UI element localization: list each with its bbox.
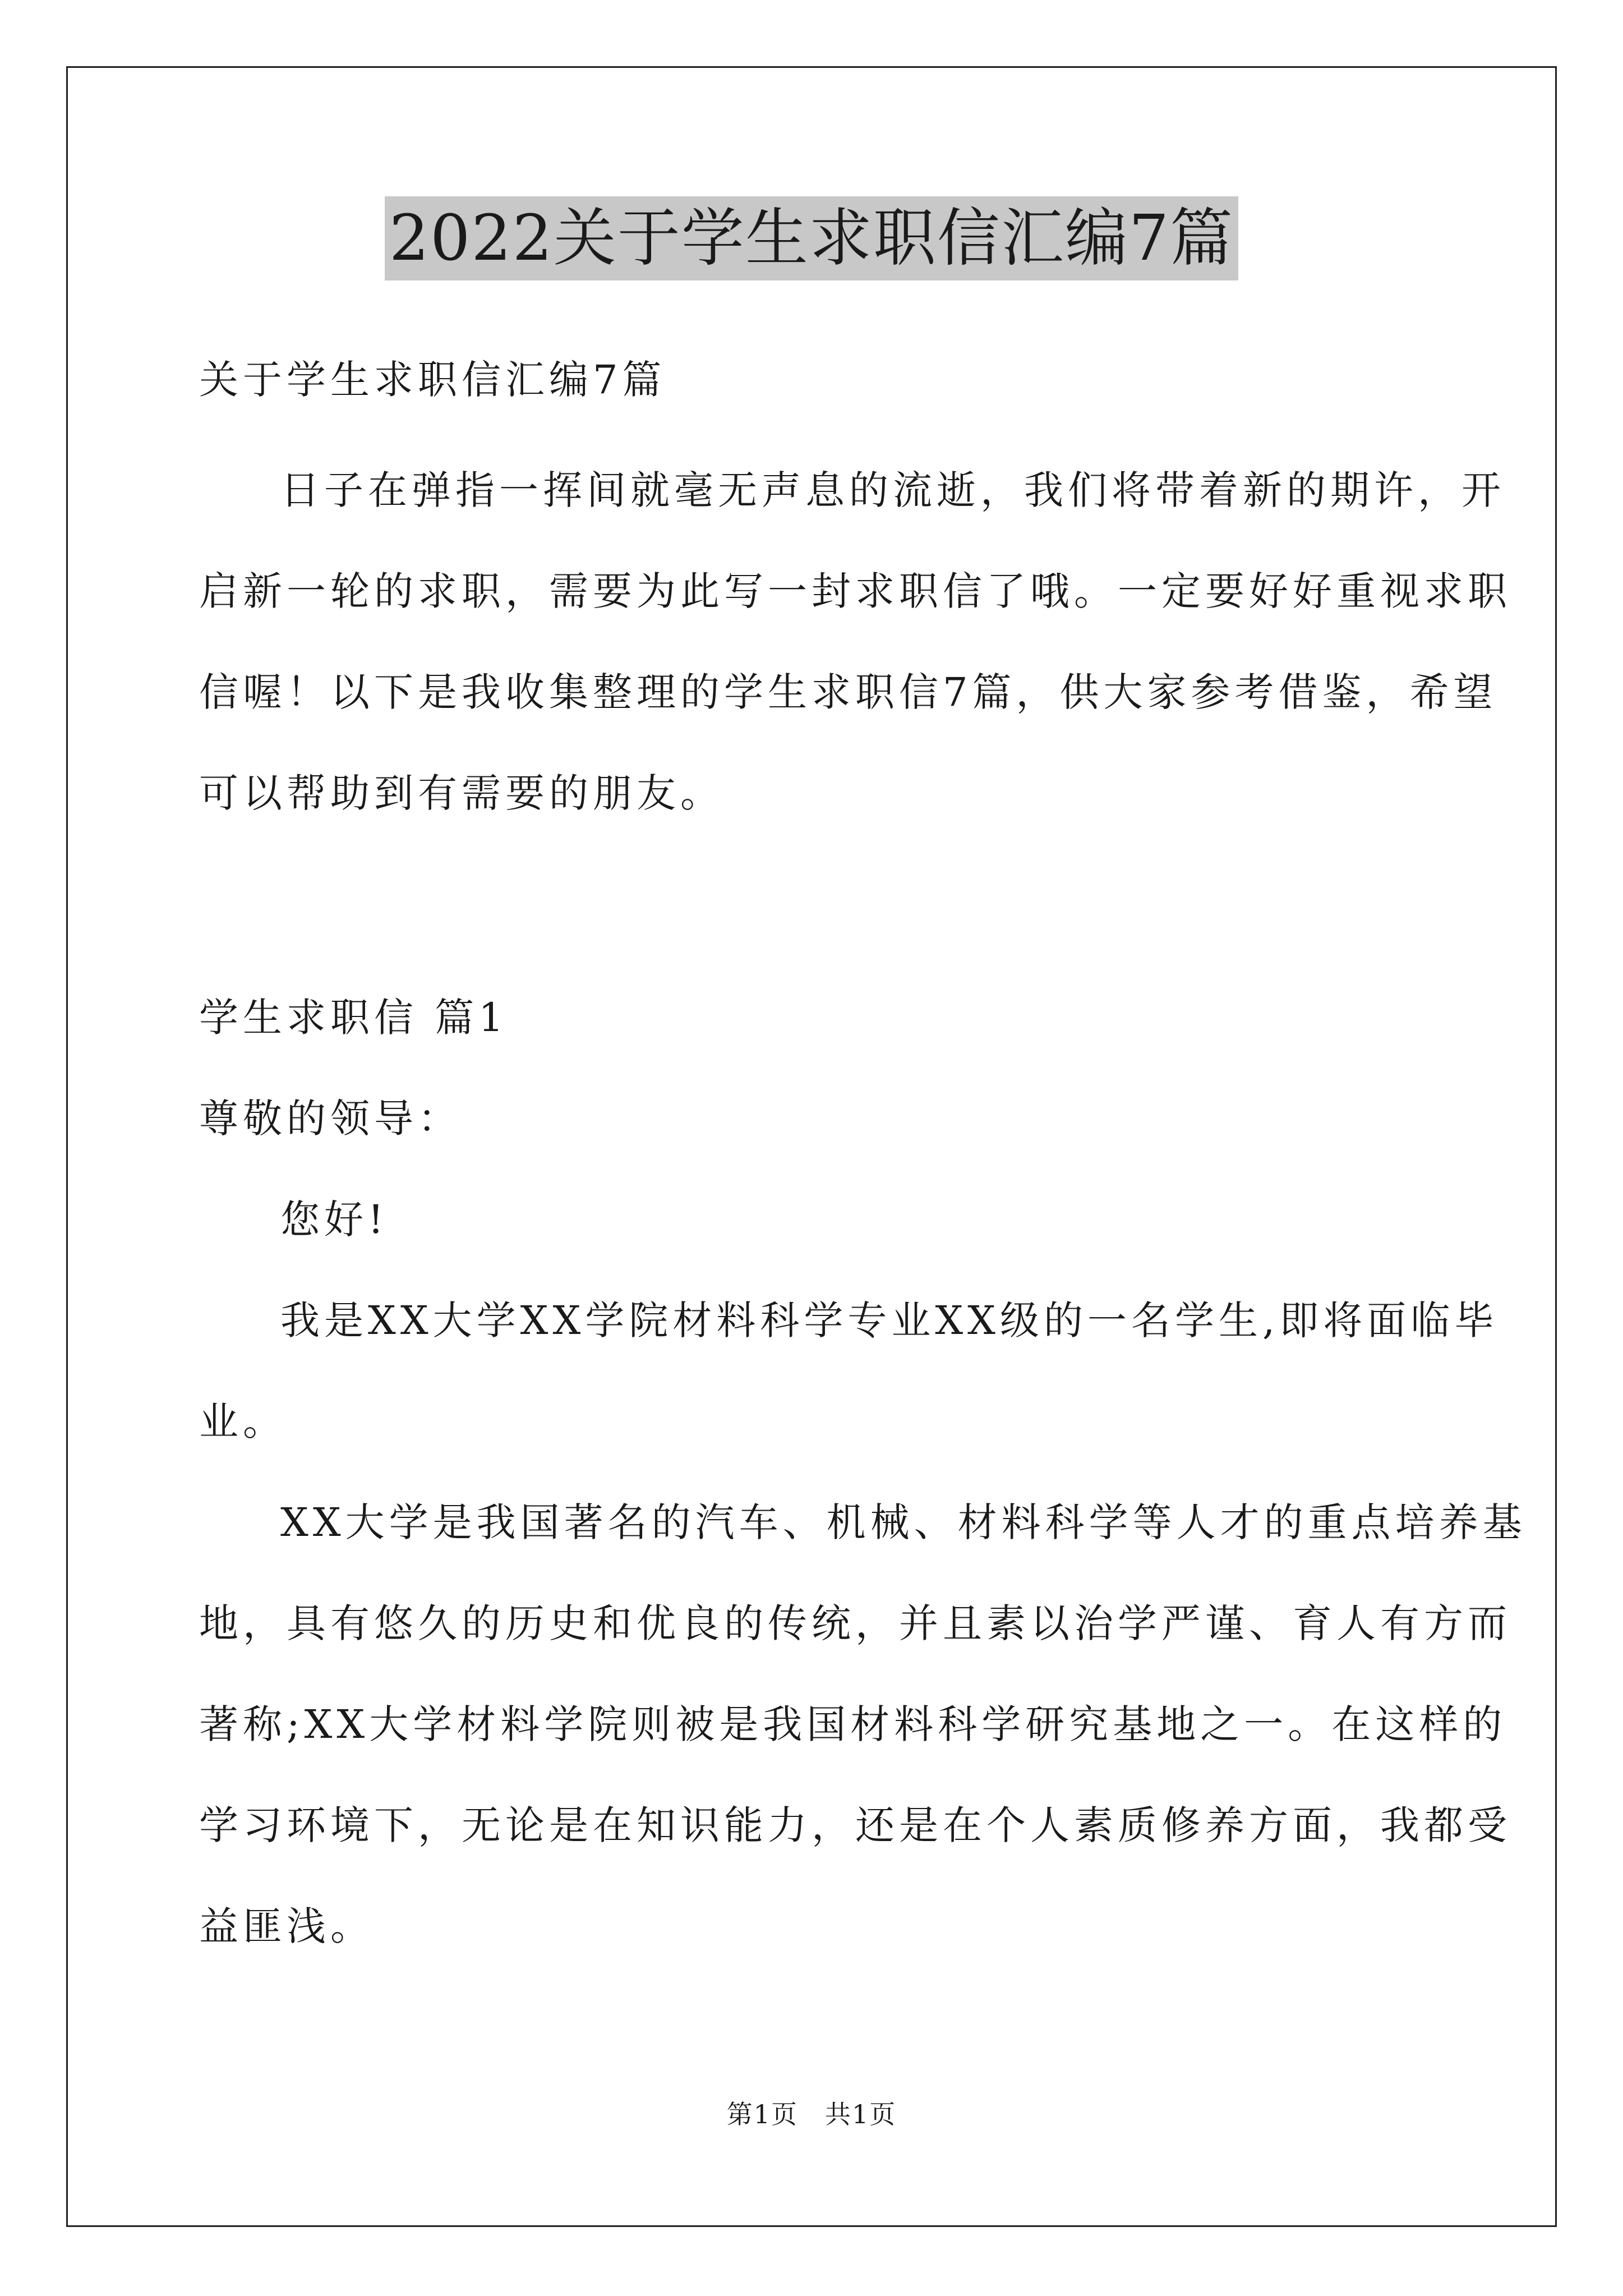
title-container [0,196,1623,280]
paragraph-line: 著称;XX大学材料学院则被是我国材料科学研究基地之一。在这样的 [199,1701,1507,1747]
intro-line: 日子在弹指一挥间就毫无声息的流逝，我们将带着新的期许，开 [280,467,1505,513]
paragraph-line: 我是XX大学XX学院材料科学专业XX级的一名学生,即将面临毕 [280,1297,1498,1343]
paragraph-line: 学习环境下，无论是在知识能力，还是在个人素质修养方面，我都受 [199,1802,1511,1848]
document-title: 2022关于学生求职信汇编7篇 [385,196,1238,280]
paragraph-line: 业。 [199,1398,287,1444]
paragraph-line: 地，具有悠久的历史和优良的传统，并且素以治学严谨、育人有方而 [199,1600,1511,1646]
greeting: 您好! [280,1197,389,1243]
intro-line: 启新一轮的求职，需要为此写一封求职信了哦。一定要好好重视求职 [199,568,1511,614]
section-heading: 学生求职信 篇1 [199,995,508,1041]
subtitle: 关于学生求职信汇编7篇 [199,357,666,403]
paragraph-line: 益匪浅。 [199,1903,374,1949]
intro-line: 信喔！以下是我收集整理的学生求职信7篇，供大家参考借鉴，希望 [199,669,1497,715]
page-footer: 第1页 共1页 [726,2099,897,2129]
salutation: 尊敬的领导： [199,1096,462,1142]
intro-line: 可以帮助到有需要的朋友。 [199,770,724,816]
paragraph-line: XX大学是我国著名的汽车、机械、材料科学等人才的重点培养基 [280,1499,1527,1545]
